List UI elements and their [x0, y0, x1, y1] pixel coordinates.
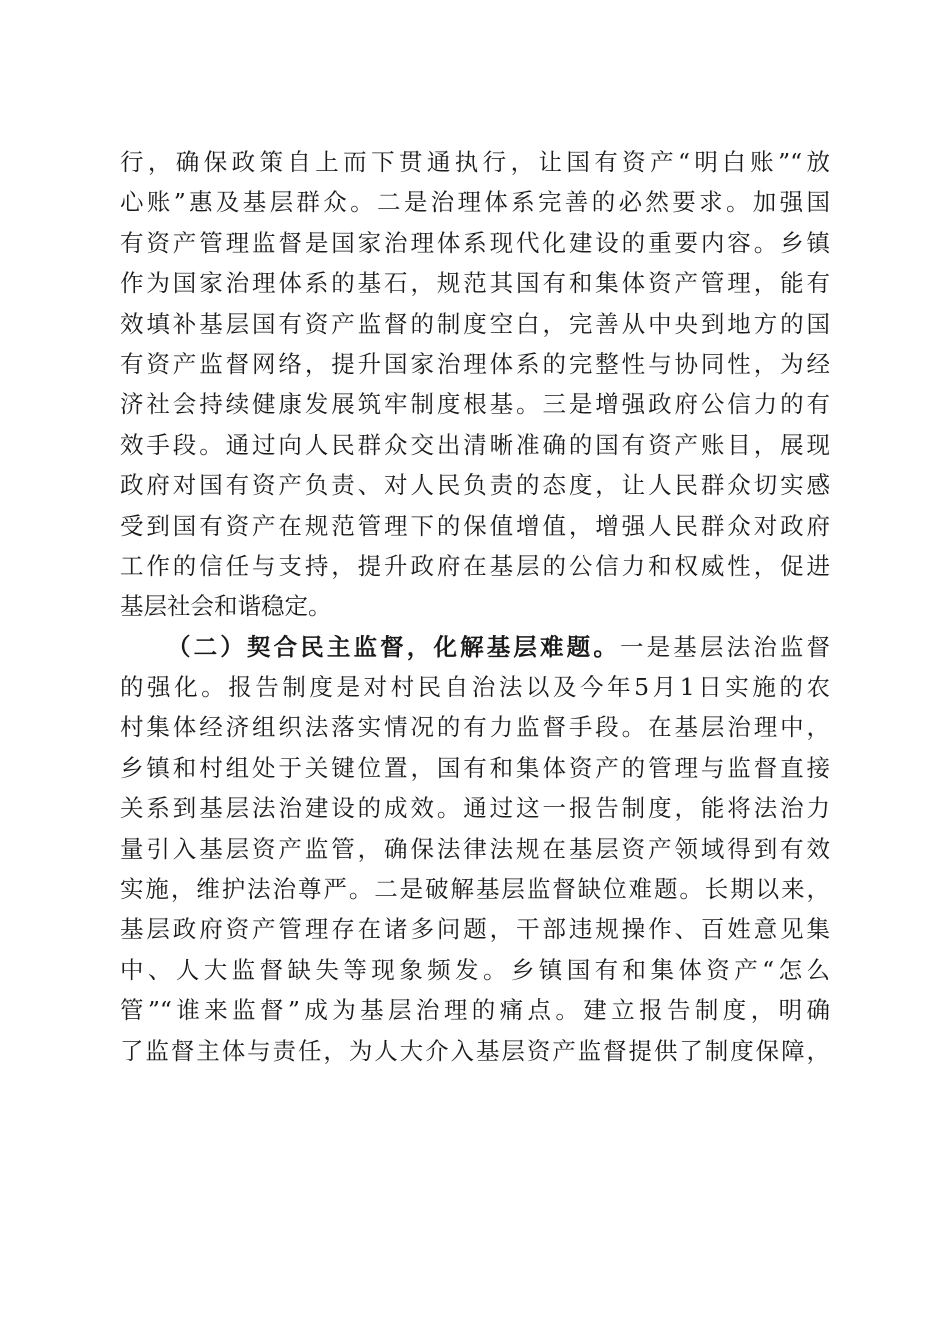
body-text — [120, 142, 830, 1071]
section-2-line-5: 关系到基层法治建设的成效。通过这一报告制度，能将法治力 — [120, 794, 830, 823]
paragraph-line-12: 基层社会和谐稳定。 — [120, 592, 332, 621]
paragraph-line-1: 行，确保政策自上而下贯通执行，让国有资产“明白账”“放 — [120, 148, 830, 176]
section-2-line-4: 乡镇和村组处于关键位置，国有和集体资产的管理与监督直接 — [120, 753, 830, 782]
paragraph-line-9: 政府对国有资产负责、对人民负责的态度，让人民群众切实感 — [120, 471, 830, 500]
section-2-line-11: 了监督主体与责任，为人大介入基层资产监督提供了制度保障， — [120, 1036, 830, 1065]
paragraph-line-2: 心账”惠及基层群众。二是治理体系完善的必然要求。加强国 — [120, 188, 830, 217]
paragraph-line-5: 效填补基层国有资产监督的制度空白，完善从中央到地方的国 — [120, 309, 830, 338]
section-2-line-7: 实施，维护法治尊严。二是破解基层监督缺位难题。长期以来， — [120, 875, 830, 904]
section-2-line-6: 量引入基层资产监管，确保法律法规在基层资产领域得到有效 — [120, 834, 830, 863]
paragraph-line-6: 有资产监督网络，提升国家治理体系的完整性与协同性，为经 — [120, 349, 830, 378]
section-2-first-line — [120, 627, 830, 667]
section-2-line-9: 中、人大监督缺失等现象频发。乡镇国有和集体资产“怎么 — [120, 955, 830, 984]
section-2-heading: （二）契合民主监督，化解基层难题。 — [167, 632, 620, 661]
paragraph-line-8: 效手段。通过向人民群众交出清晰准确的国有资产账目，展现 — [120, 430, 830, 459]
paragraph-line-10: 受到国有资产在规范管理下的保值增值，增强人民群众对政府 — [120, 511, 830, 540]
section-2-line-3: 村集体经济组织法落实情况的有力监督手段。在基层治理中， — [120, 713, 830, 742]
section-2-line-2: 的强化。报告制度是对村民自治法以及今年5月1日实施的农 — [120, 673, 830, 702]
section-2-first-line-rest: 一是基层法治监督 — [619, 632, 830, 661]
section-2-line-10: 管”“谁来监督”成为基层治理的痛点。建立报告制度，明确 — [120, 996, 830, 1025]
paragraph-line-3: 有资产管理监督是国家治理体系现代化建设的重要内容。乡镇 — [120, 228, 830, 257]
paragraph-line-11: 工作的信任与支持，提升政府在基层的公信力和权威性，促进 — [120, 551, 830, 580]
paragraph-line-7: 济社会持续健康发展筑牢制度根基。三是增强政府公信力的有 — [120, 390, 830, 419]
paragraph-line-4: 作为国家治理体系的基石，规范其国有和集体资产管理，能有 — [120, 269, 830, 298]
section-2-line-8: 基层政府资产管理存在诸多问题，干部违规操作、百姓意见集 — [120, 915, 830, 944]
